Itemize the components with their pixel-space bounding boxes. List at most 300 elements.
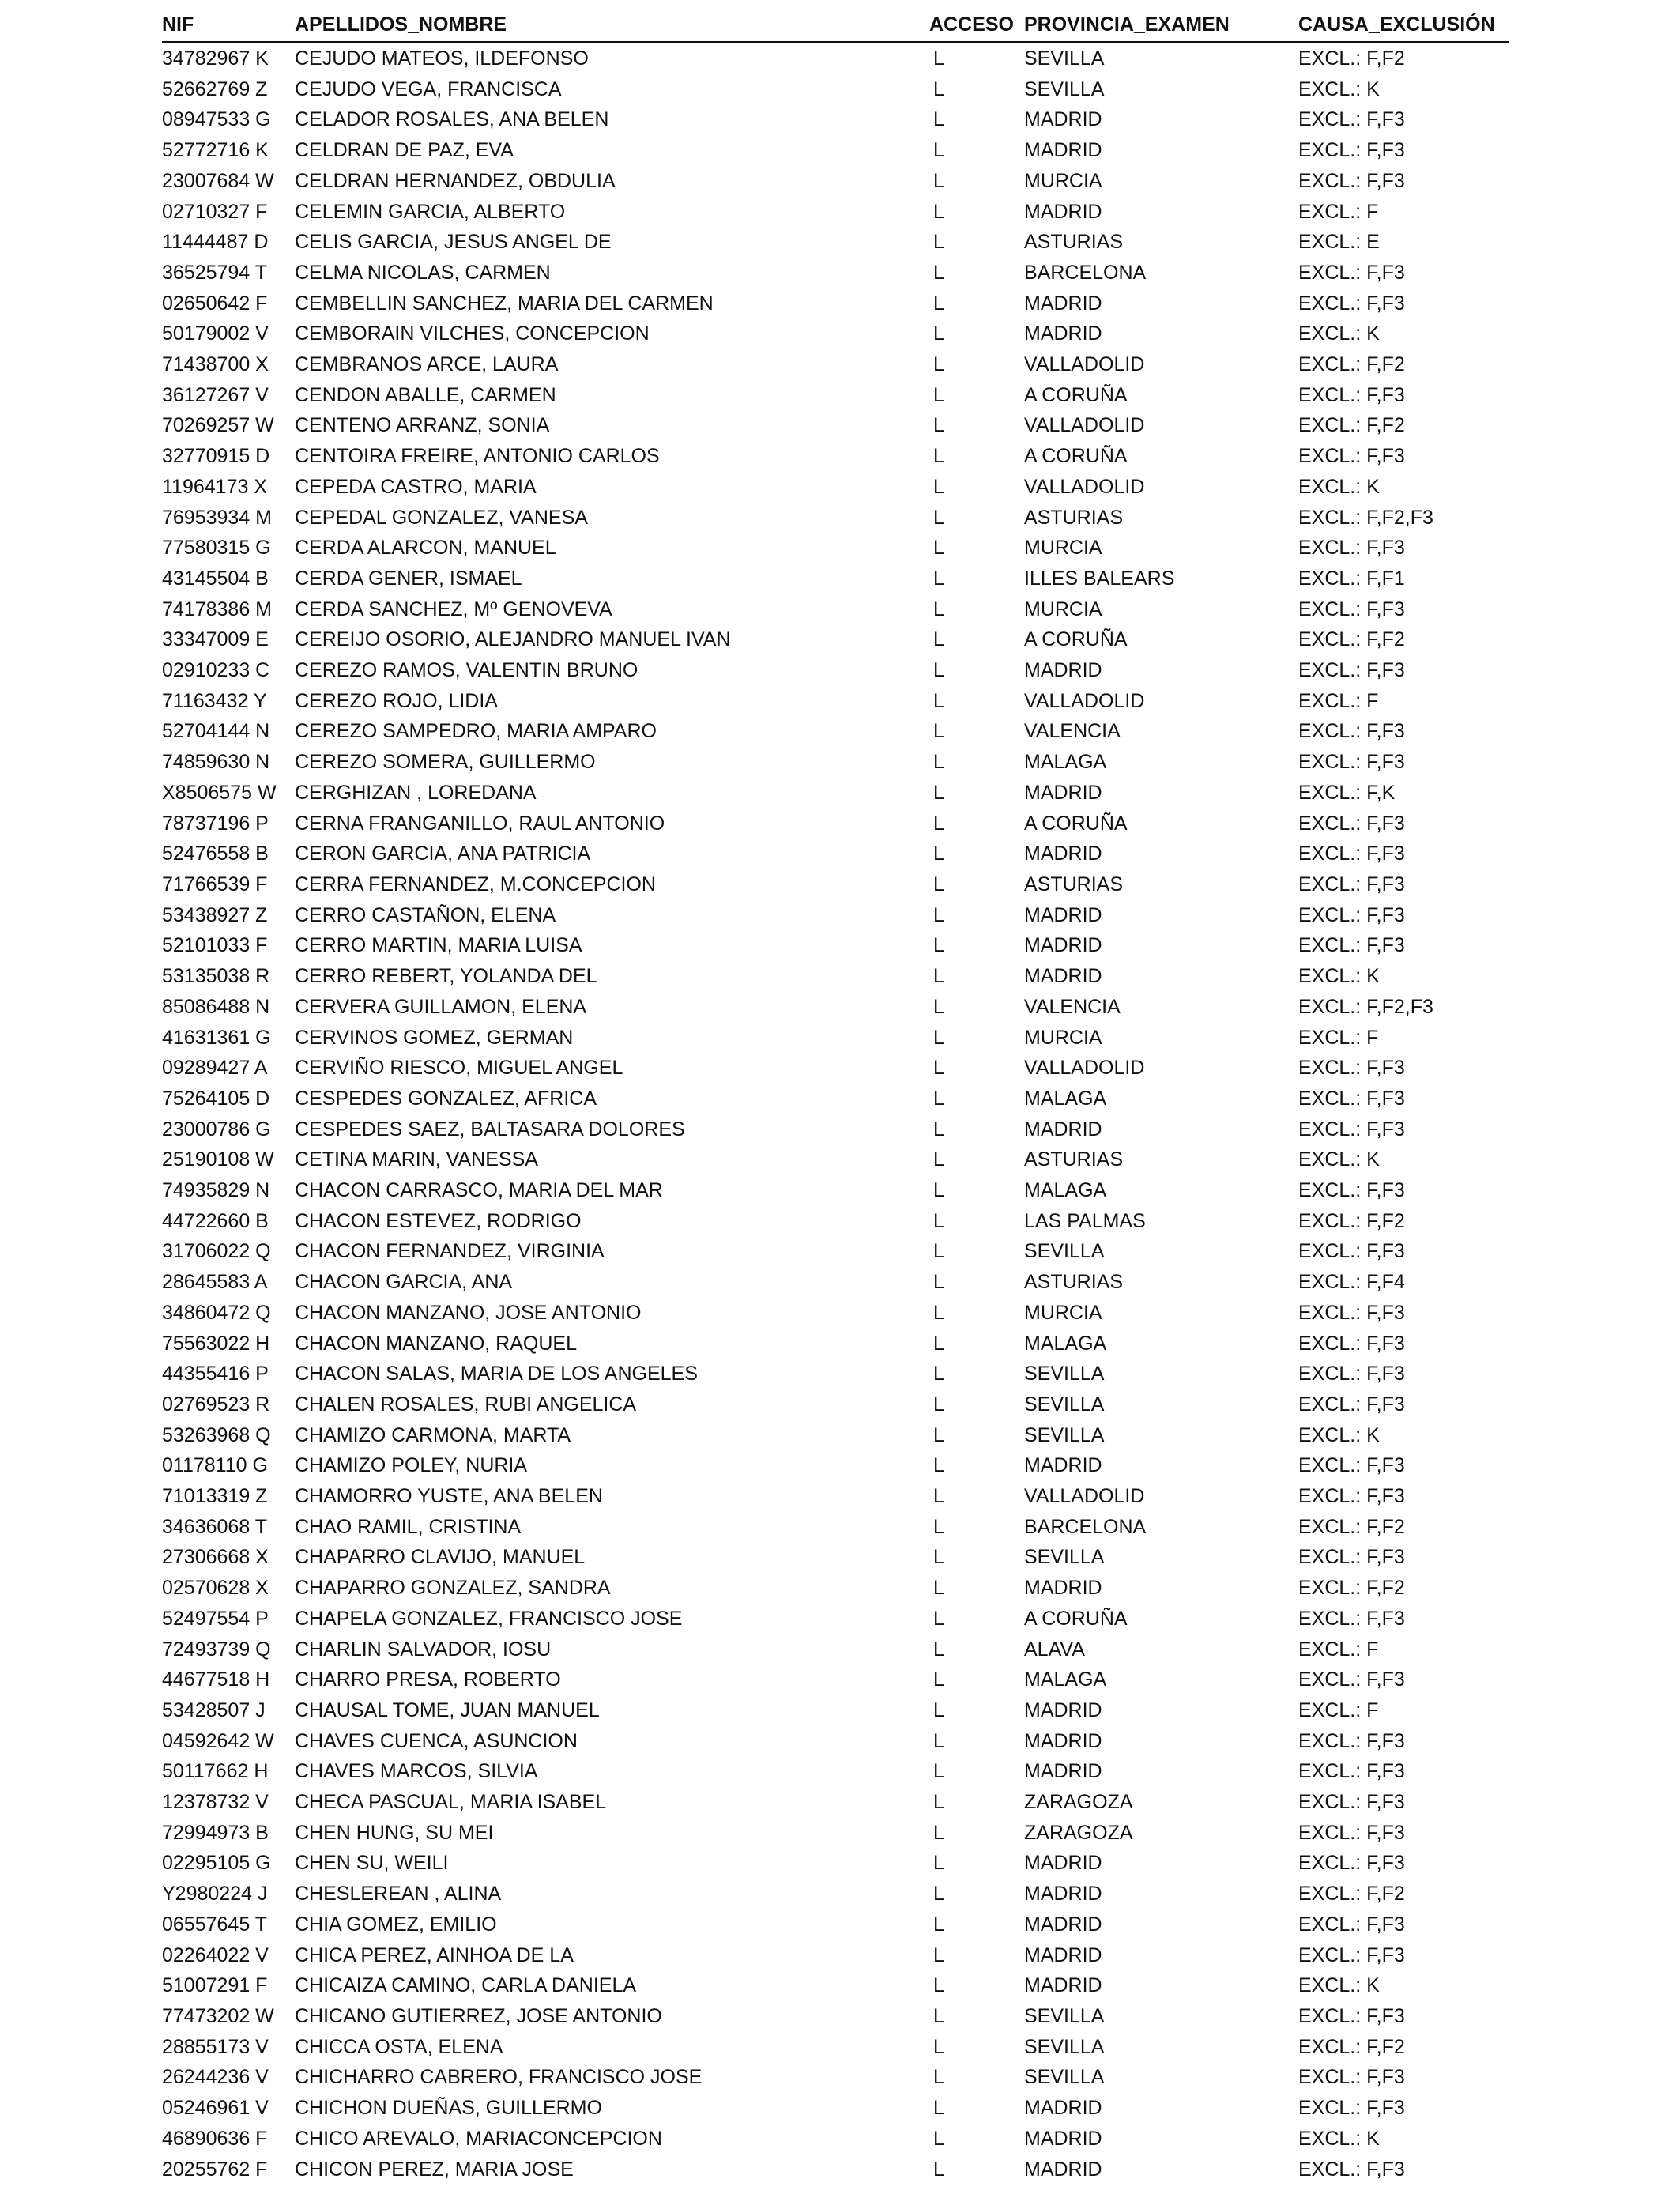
provincia-cell: MADRID xyxy=(1024,2158,1102,2181)
apellidos-nombre-cell: CEMBORAIN VILCHES, CONCEPCION xyxy=(295,322,650,345)
table-row xyxy=(162,319,1509,349)
nif-cell: 51007291 F xyxy=(162,1974,268,1997)
causa-cell: EXCL.: F,F3 xyxy=(1298,1760,1405,1783)
causa-cell: EXCL.: F,F3 xyxy=(1298,2097,1405,2120)
table-row xyxy=(162,1940,1509,1971)
causa-cell: EXCL.: F,F3 xyxy=(1298,1668,1405,1691)
acceso-cell: L xyxy=(933,2005,944,2027)
nif-cell: 11964173 X xyxy=(162,475,267,498)
table-row xyxy=(162,1512,1509,1543)
nif-cell: 05246961 V xyxy=(162,2097,269,2120)
apellidos-nombre-cell: CHAPARRO GONZALEZ, SANDRA xyxy=(295,1577,611,1600)
table-row xyxy=(162,1389,1509,1420)
table-row xyxy=(162,1206,1509,1237)
nif-cell: 02910233 C xyxy=(162,659,270,682)
nif-cell: 50117662 H xyxy=(162,1760,269,1783)
acceso-cell: L xyxy=(933,1668,944,1691)
nif-cell: 71163432 Y xyxy=(162,689,267,712)
table-row xyxy=(162,533,1509,564)
nif-cell: 12378732 V xyxy=(162,1791,269,1814)
nif-cell: 02769523 R xyxy=(162,1393,270,1416)
provincia-cell: MADRID xyxy=(1024,934,1102,957)
provincia-cell: MALAGA xyxy=(1024,1332,1107,1355)
nif-cell: 02264022 V xyxy=(162,1943,269,1966)
table-row xyxy=(162,1818,1509,1849)
acceso-cell: L xyxy=(933,1546,944,1569)
nif-cell: 26244236 V xyxy=(162,2066,269,2089)
causa-cell: EXCL.: K xyxy=(1298,1974,1380,1997)
provincia-cell: VALLADOLID xyxy=(1024,475,1145,498)
provincia-cell: VALLADOLID xyxy=(1024,353,1145,376)
causa-cell: EXCL.: F,F3 xyxy=(1298,1485,1405,1508)
apellidos-nombre-cell: CELDRAN DE PAZ, EVA xyxy=(295,139,514,162)
provincia-cell: VALENCIA xyxy=(1024,995,1121,1018)
acceso-cell: L xyxy=(933,47,944,70)
acceso-cell: L xyxy=(933,1087,944,1110)
causa-cell: EXCL.: F,F3 xyxy=(1298,659,1405,682)
apellidos-nombre-cell: CEREZO SAMPEDRO, MARIA AMPARO xyxy=(295,720,657,743)
nif-cell: 72493739 Q xyxy=(162,1638,271,1661)
nif-cell: 77473202 W xyxy=(162,2005,274,2027)
provincia-cell: MURCIA xyxy=(1024,1301,1102,1324)
table-row xyxy=(162,1542,1509,1573)
causa-cell: EXCL.: F xyxy=(1298,1638,1379,1661)
apellidos-nombre-cell: CEREZO SOMERA, GUILLERMO xyxy=(295,751,596,774)
nif-cell: X8506575 W xyxy=(162,781,277,804)
nif-cell: 53263968 Q xyxy=(162,1423,271,1446)
provincia-cell: VALLADOLID xyxy=(1024,1057,1145,1080)
provincia-cell: MADRID xyxy=(1024,292,1102,315)
provincia-cell: A CORUÑA xyxy=(1024,445,1128,468)
causa-cell: EXCL.: F,F3 xyxy=(1298,1332,1405,1355)
apellidos-nombre-cell: CERON GARCIA, ANA PATRICIA xyxy=(295,843,591,865)
acceso-cell: L xyxy=(933,1943,944,1966)
provincia-cell: ALAVA xyxy=(1024,1638,1085,1661)
nif-cell: 01178110 G xyxy=(162,1454,268,1477)
provincia-cell: MADRID xyxy=(1024,1974,1102,1997)
table-row xyxy=(162,1695,1509,1726)
table-row xyxy=(162,624,1509,655)
provincia-cell: MADRID xyxy=(1024,1729,1102,1752)
acceso-cell: L xyxy=(933,2158,944,2181)
provincia-cell: MADRID xyxy=(1024,1883,1102,1906)
table-row xyxy=(162,349,1509,380)
table-row xyxy=(162,1144,1509,1175)
provincia-cell: MADRID xyxy=(1024,108,1102,131)
acceso-cell: L xyxy=(933,1271,944,1294)
causa-cell: EXCL.: K xyxy=(1298,475,1380,498)
table-row xyxy=(162,2093,1509,2124)
provincia-cell: A CORUÑA xyxy=(1024,383,1128,406)
causa-cell: EXCL.: K xyxy=(1298,77,1380,100)
acceso-cell: L xyxy=(933,445,944,468)
causa-cell: EXCL.: F,F3 xyxy=(1298,445,1405,468)
table-row xyxy=(162,1634,1509,1665)
table-row xyxy=(162,1053,1509,1084)
acceso-cell: L xyxy=(933,506,944,529)
table-row xyxy=(162,961,1509,992)
apellidos-nombre-cell: CHARRO PRESA, ROBERTO xyxy=(295,1668,561,1691)
provincia-cell: MADRID xyxy=(1024,2127,1102,2150)
apellidos-nombre-cell: CHEN SU, WEILI xyxy=(295,1852,449,1875)
causa-cell: EXCL.: F,F3 xyxy=(1298,1118,1405,1140)
apellidos-nombre-cell: CERNA FRANGANILLO, RAUL ANTONIO xyxy=(295,812,665,835)
table-row xyxy=(162,1970,1509,2001)
provincia-cell: MADRID xyxy=(1024,322,1102,345)
provincia-cell: MALAGA xyxy=(1024,1668,1107,1691)
nif-cell: 71438700 X xyxy=(162,353,269,376)
table-row xyxy=(162,747,1509,778)
provincia-cell: MALAGA xyxy=(1024,1179,1107,1202)
table-row xyxy=(162,1604,1509,1634)
table-row xyxy=(162,594,1509,625)
provincia-cell: LAS PALMAS xyxy=(1024,1209,1146,1232)
provincia-cell: SEVILLA xyxy=(1024,2066,1105,2089)
table-row xyxy=(162,2124,1509,2154)
acceso-cell: L xyxy=(933,995,944,1018)
causa-cell: EXCL.: F,F3 xyxy=(1298,1913,1405,1936)
causa-cell: EXCL.: K xyxy=(1298,1423,1380,1446)
acceso-cell: L xyxy=(933,1118,944,1140)
table-row xyxy=(162,1909,1509,1940)
provincia-cell: SEVILLA xyxy=(1024,1423,1105,1446)
provincia-cell: ASTURIAS xyxy=(1024,1148,1124,1171)
causa-cell: EXCL.: F,F3 xyxy=(1298,934,1405,957)
apellidos-nombre-cell: CHARLIN SALVADOR, IOSU xyxy=(295,1638,552,1661)
provincia-cell: ILLES BALEARS xyxy=(1024,567,1175,590)
acceso-cell: L xyxy=(933,2097,944,2120)
provincia-cell: A CORUÑA xyxy=(1024,1607,1128,1630)
apellidos-nombre-cell: CHICO AREVALO, MARIACONCEPCION xyxy=(295,2127,662,2150)
apellidos-nombre-cell: CEREZO ROJO, LIDIA xyxy=(295,689,498,712)
apellidos-nombre-cell: CHICAIZA CAMINO, CARLA DANIELA xyxy=(295,1974,637,1997)
apellidos-nombre-cell: CHAPELA GONZALEZ, FRANCISCO JOSE xyxy=(295,1607,683,1630)
acceso-cell: L xyxy=(933,598,944,620)
nif-cell: 02710327 F xyxy=(162,200,268,223)
table-row xyxy=(162,2001,1509,2032)
acceso-cell: L xyxy=(933,567,944,590)
nif-cell: 32770915 D xyxy=(162,445,270,468)
table-row xyxy=(162,1267,1509,1298)
acceso-cell: L xyxy=(933,1821,944,1844)
table-row xyxy=(162,809,1509,839)
causa-cell: EXCL.: F,F3 xyxy=(1298,598,1405,620)
table-row xyxy=(162,716,1509,747)
provincia-cell: MADRID xyxy=(1024,1118,1102,1140)
provincia-cell: A CORUÑA xyxy=(1024,628,1128,651)
table-row xyxy=(162,1114,1509,1145)
provincia-cell: VALENCIA xyxy=(1024,720,1121,743)
nif-cell: 09289427 A xyxy=(162,1057,268,1080)
table-row xyxy=(162,1023,1509,1054)
causa-cell: EXCL.: F,K xyxy=(1298,781,1396,804)
nif-cell: 71013319 Z xyxy=(162,1485,268,1508)
causa-cell: EXCL.: F,F2,F3 xyxy=(1298,995,1433,1018)
acceso-cell: L xyxy=(933,1301,944,1324)
causa-cell: EXCL.: F,F3 xyxy=(1298,1729,1405,1752)
table-row xyxy=(162,2154,1509,2185)
table-row xyxy=(162,1573,1509,1604)
acceso-cell: L xyxy=(933,1240,944,1263)
nif-cell: Y2980224 J xyxy=(162,1883,268,1906)
nif-cell: 78737196 P xyxy=(162,812,269,835)
causa-cell: EXCL.: F,F3 xyxy=(1298,1179,1405,1202)
apellidos-nombre-cell: CERVIÑO RIESCO, MIGUEL ANGEL xyxy=(295,1057,623,1080)
apellidos-nombre-cell: CEREIJO OSORIO, ALEJANDRO MANUEL IVAN xyxy=(295,628,731,651)
acceso-cell: L xyxy=(933,200,944,223)
apellidos-nombre-cell: CERDA GENER, ISMAEL xyxy=(295,567,522,590)
apellidos-nombre-cell: CHICHON DUEÑAS, GUILLERMO xyxy=(295,2097,602,2120)
apellidos-nombre-cell: CEJUDO MATEOS, ILDEFONSO xyxy=(295,47,589,70)
acceso-cell: L xyxy=(933,353,944,376)
acceso-cell: L xyxy=(933,1363,944,1385)
causa-cell: EXCL.: F,F3 xyxy=(1298,1454,1405,1477)
acceso-cell: L xyxy=(933,751,944,774)
provincia-cell: SEVILLA xyxy=(1024,47,1105,70)
apellidos-nombre-cell: CERRO REBERT, YOLANDA DEL xyxy=(295,965,597,988)
provincia-cell: MADRID xyxy=(1024,965,1102,988)
provincia-cell: SEVILLA xyxy=(1024,2005,1105,2027)
acceso-cell: L xyxy=(933,1698,944,1721)
causa-cell: EXCL.: F,F3 xyxy=(1298,843,1405,865)
provincia-cell: SEVILLA xyxy=(1024,1363,1105,1385)
table-row xyxy=(162,410,1509,441)
acceso-cell: L xyxy=(933,292,944,315)
causa-cell: EXCL.: F,F3 xyxy=(1298,1057,1405,1080)
acceso-cell: L xyxy=(933,843,944,865)
acceso-cell: L xyxy=(933,261,944,284)
causa-cell: EXCL.: F,F2 xyxy=(1298,1883,1405,1906)
causa-cell: EXCL.: F,F3 xyxy=(1298,2005,1405,2027)
table-row xyxy=(162,1879,1509,1909)
provincia-cell: MADRID xyxy=(1024,1454,1102,1477)
nif-cell: 34860472 Q xyxy=(162,1301,271,1324)
nif-cell: 02570628 X xyxy=(162,1577,269,1600)
nif-cell: 74178386 M xyxy=(162,598,273,620)
apellidos-nombre-cell: CHACON MANZANO, RAQUEL xyxy=(295,1332,577,1355)
provincia-cell: MADRID xyxy=(1024,781,1102,804)
table-row xyxy=(162,1175,1509,1206)
nif-cell: 52704144 N xyxy=(162,720,270,743)
table-row xyxy=(162,655,1509,686)
apellidos-nombre-cell: CERDA SANCHEZ, Mº GENOVEVA xyxy=(295,598,612,620)
apellidos-nombre-cell: CERVINOS GOMEZ, GERMAN xyxy=(295,1026,574,1049)
apellidos-nombre-cell: CHICHARRO CABRERO, FRANCISCO JOSE xyxy=(295,2066,703,2089)
nif-cell: 76953934 M xyxy=(162,506,273,529)
causa-cell: EXCL.: F,F3 xyxy=(1298,873,1405,895)
nif-cell: 75264105 D xyxy=(162,1087,270,1110)
nif-cell: 31706022 Q xyxy=(162,1240,271,1263)
acceso-cell: L xyxy=(933,2127,944,2150)
causa-cell: EXCL.: F,F3 xyxy=(1298,537,1405,560)
acceso-cell: L xyxy=(933,1883,944,1906)
nif-cell: 70269257 W xyxy=(162,414,274,437)
provincia-cell: MADRID xyxy=(1024,1698,1102,1721)
nif-cell: 23000786 G xyxy=(162,1118,271,1140)
provincia-cell: BARCELONA xyxy=(1024,261,1147,284)
nif-cell: 52662769 Z xyxy=(162,77,268,100)
acceso-cell: L xyxy=(933,169,944,192)
causa-cell: EXCL.: F,F2 xyxy=(1298,353,1405,376)
nif-cell: 08947533 G xyxy=(162,108,271,131)
acceso-cell: L xyxy=(933,1485,944,1508)
causa-cell: EXCL.: F,F3 xyxy=(1298,169,1405,192)
table-row xyxy=(162,227,1509,258)
apellidos-nombre-cell: CHIA GOMEZ, EMILIO xyxy=(295,1913,497,1936)
apellidos-nombre-cell: CETINA MARIN, VANESSA xyxy=(295,1148,538,1171)
nif-cell: 44355416 P xyxy=(162,1363,269,1385)
apellidos-nombre-cell: CHACON FERNANDEZ, VIRGINIA xyxy=(295,1240,605,1263)
apellidos-nombre-cell: CELEMIN GARCIA, ALBERTO xyxy=(295,200,566,223)
table-row xyxy=(162,503,1509,533)
nif-cell: 44677518 H xyxy=(162,1668,270,1691)
causa-cell: EXCL.: F,F3 xyxy=(1298,2158,1405,2181)
provincia-cell: SEVILLA xyxy=(1024,1240,1105,1263)
causa-cell: EXCL.: F,F2 xyxy=(1298,1577,1405,1600)
acceso-cell: L xyxy=(933,1760,944,1783)
header-acceso: ACCESO xyxy=(929,8,1024,43)
table-row xyxy=(162,43,1509,74)
apellidos-nombre-cell: CERGHIZAN , LOREDANA xyxy=(295,781,537,804)
nif-cell: 52497554 P xyxy=(162,1607,269,1630)
apellidos-nombre-cell: CERDA ALARCON, MANUEL xyxy=(295,537,556,560)
apellidos-nombre-cell: CHACON MANZANO, JOSE ANTONIO xyxy=(295,1301,642,1324)
acceso-cell: L xyxy=(933,934,944,957)
provincia-cell: MADRID xyxy=(1024,1913,1102,1936)
table-row xyxy=(162,197,1509,228)
nif-cell: 71766539 F xyxy=(162,873,268,895)
causa-cell: EXCL.: F xyxy=(1298,1026,1379,1049)
causa-cell: EXCL.: F,F2 xyxy=(1298,1209,1405,1232)
header-causa-exclusion: CAUSA_EXCLUSIÓN xyxy=(1298,8,1509,43)
provincia-cell: MALAGA xyxy=(1024,751,1107,774)
provincia-cell: MADRID xyxy=(1024,1852,1102,1875)
table-row xyxy=(162,839,1509,869)
provincia-cell: SEVILLA xyxy=(1024,1393,1105,1416)
acceso-cell: L xyxy=(933,1607,944,1630)
causa-cell: EXCL.: F,F3 xyxy=(1298,1087,1405,1110)
nif-cell: 27306668 X xyxy=(162,1546,269,1569)
apellidos-nombre-cell: CHAVES CUENCA, ASUNCION xyxy=(295,1729,578,1752)
table-row xyxy=(162,135,1509,166)
causa-cell: EXCL.: K xyxy=(1298,322,1380,345)
causa-cell: EXCL.: K xyxy=(1298,2127,1380,2150)
acceso-cell: L xyxy=(933,231,944,254)
acceso-cell: L xyxy=(933,812,944,835)
causa-cell: EXCL.: E xyxy=(1298,231,1380,254)
acceso-cell: L xyxy=(933,781,944,804)
nif-cell: 53438927 Z xyxy=(162,903,268,926)
provincia-cell: BARCELONA xyxy=(1024,1515,1147,1538)
acceso-cell: L xyxy=(933,1148,944,1171)
exclusion-table xyxy=(162,8,1509,2185)
table-row xyxy=(162,441,1509,472)
provincia-cell: MALAGA xyxy=(1024,1087,1107,1110)
causa-cell: EXCL.: F,F3 xyxy=(1298,1301,1405,1324)
provincia-cell: SEVILLA xyxy=(1024,1546,1105,1569)
provincia-cell: MADRID xyxy=(1024,200,1102,223)
acceso-cell: L xyxy=(933,1209,944,1232)
nif-cell: 36127267 V xyxy=(162,383,269,406)
apellidos-nombre-cell: CHACON GARCIA, ANA xyxy=(295,1271,513,1294)
causa-cell: EXCL.: F,F2 xyxy=(1298,47,1405,70)
table-row xyxy=(162,778,1509,809)
nif-cell: 44722660 B xyxy=(162,1209,269,1232)
nif-cell: 72994973 B xyxy=(162,1821,269,1844)
causa-cell: EXCL.: F,F4 xyxy=(1298,1271,1405,1294)
apellidos-nombre-cell: CHAMIZO POLEY, NURIA xyxy=(295,1454,528,1477)
nif-cell: 85086488 N xyxy=(162,995,270,1018)
table-row xyxy=(162,104,1509,135)
table-row xyxy=(162,1664,1509,1695)
table-row xyxy=(162,686,1509,717)
table-row xyxy=(162,1481,1509,1512)
nif-cell: 77580315 G xyxy=(162,537,271,560)
nif-cell: 28645583 A xyxy=(162,1271,268,1294)
acceso-cell: L xyxy=(933,2066,944,2089)
apellidos-nombre-cell: CHAMORRO YUSTE, ANA BELEN xyxy=(295,1485,603,1508)
nif-cell: 25190108 W xyxy=(162,1148,274,1171)
table-row xyxy=(162,1726,1509,1757)
provincia-cell: MURCIA xyxy=(1024,169,1102,192)
nif-cell: 28855173 V xyxy=(162,2035,269,2058)
acceso-cell: L xyxy=(933,659,944,682)
table-row xyxy=(162,1450,1509,1481)
provincia-cell: MADRID xyxy=(1024,1577,1102,1600)
nif-cell: 41631361 G xyxy=(162,1026,271,1049)
nif-cell: 36525794 T xyxy=(162,261,267,284)
table-row xyxy=(162,166,1509,197)
acceso-cell: L xyxy=(933,1638,944,1661)
nif-cell: 33347009 E xyxy=(162,628,269,651)
causa-cell: EXCL.: K xyxy=(1298,965,1380,988)
acceso-cell: L xyxy=(933,1729,944,1752)
apellidos-nombre-cell: CEJUDO VEGA, FRANCISCA xyxy=(295,77,562,100)
table-row xyxy=(162,1420,1509,1451)
nif-cell: 46890636 F xyxy=(162,2127,268,2150)
apellidos-nombre-cell: CHACON SALAS, MARIA DE LOS ANGELES xyxy=(295,1363,698,1385)
table-row xyxy=(162,869,1509,900)
table-row xyxy=(162,1236,1509,1267)
apellidos-nombre-cell: CHICON PEREZ, MARIA JOSE xyxy=(295,2158,574,2181)
causa-cell: EXCL.: F,F3 xyxy=(1298,1393,1405,1416)
provincia-cell: MURCIA xyxy=(1024,598,1102,620)
table-row xyxy=(162,1756,1509,1787)
provincia-cell: ASTURIAS xyxy=(1024,506,1124,529)
header-nif: NIF xyxy=(162,8,295,43)
table-row xyxy=(162,74,1509,105)
causa-cell: EXCL.: F,F3 xyxy=(1298,1791,1405,1814)
nif-cell: 23007684 W xyxy=(162,169,274,192)
apellidos-nombre-cell: CHEN HUNG, SU MEI xyxy=(295,1821,494,1844)
causa-cell: EXCL.: F,F3 xyxy=(1298,108,1405,131)
causa-cell: EXCL.: F,F2 xyxy=(1298,628,1405,651)
provincia-cell: VALLADOLID xyxy=(1024,1485,1145,1508)
acceso-cell: L xyxy=(933,1852,944,1875)
provincia-cell: ZARAGOZA xyxy=(1024,1821,1133,1844)
apellidos-nombre-cell: CHICA PEREZ, AINHOA DE LA xyxy=(295,1943,574,1966)
nif-cell: 52101033 F xyxy=(162,934,268,957)
acceso-cell: L xyxy=(933,1791,944,1814)
table-row xyxy=(162,564,1509,594)
apellidos-nombre-cell: CHICANO GUTIERREZ, JOSE ANTONIO xyxy=(295,2005,662,2027)
provincia-cell: SEVILLA xyxy=(1024,77,1105,100)
apellidos-nombre-cell: CELIS GARCIA, JESUS ANGEL DE xyxy=(295,231,612,254)
provincia-cell: MURCIA xyxy=(1024,537,1102,560)
acceso-cell: L xyxy=(933,873,944,895)
nif-cell: 53428507 J xyxy=(162,1698,266,1721)
nif-cell: 74935829 N xyxy=(162,1179,270,1202)
